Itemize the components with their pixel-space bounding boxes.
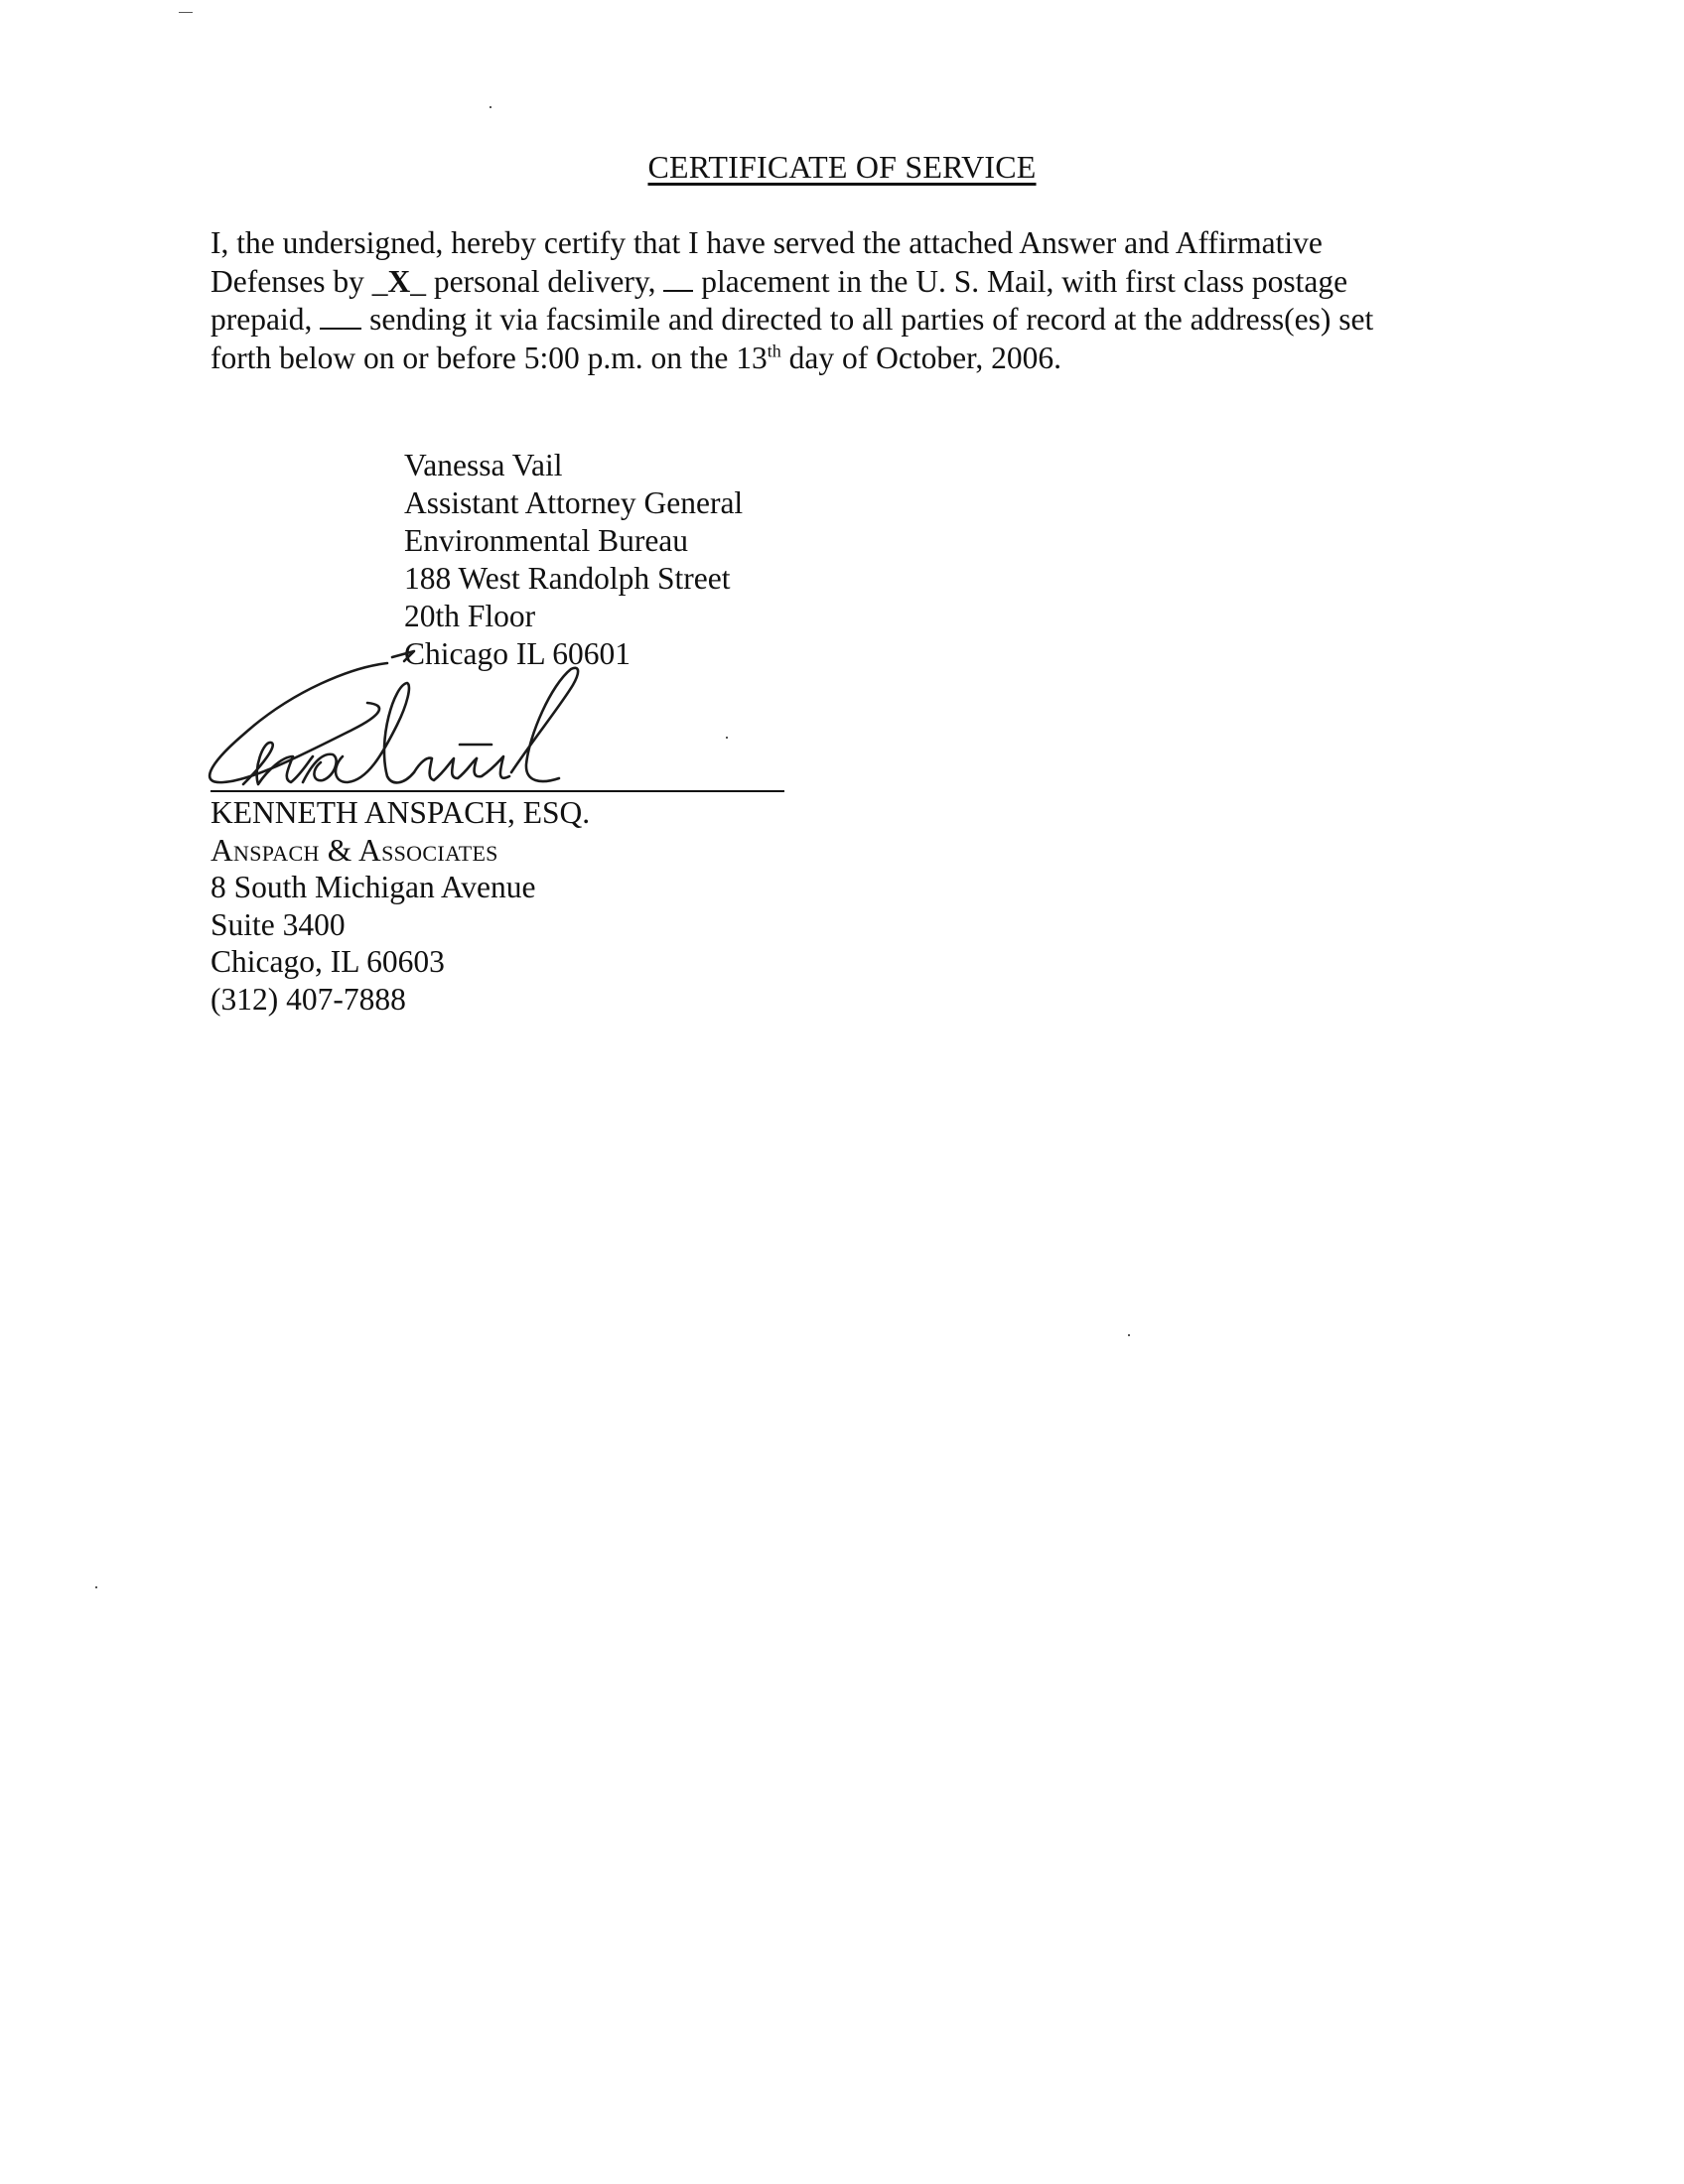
signer-phone: (312) 407-7888 — [210, 981, 406, 1017]
recipient-street: 188 West Randolph Street — [404, 561, 731, 596]
recipient-department: Environmental Bureau — [404, 523, 689, 558]
signer-suite: Suite 3400 — [210, 906, 346, 942]
signer-address-block — [210, 794, 590, 1018]
signer-firm: Anspach & Associates — [210, 832, 498, 868]
signer-name: KENNETH ANSPACH, ESQ. — [210, 795, 591, 830]
ordinal-suffix: th — [767, 341, 781, 360]
signer-street: 8 South Michigan Avenue — [210, 870, 536, 904]
recipient-address-block — [404, 447, 743, 673]
paragraph-text: _ personal delivery, — [410, 263, 664, 299]
scan-speck — [179, 12, 193, 13]
paragraph-text: placement in the U. S. Mail, with first class postage — [693, 263, 1348, 299]
paragraph-text: sending it via facsimile and directed to all parties of record at the address(es) set — [361, 302, 1374, 337]
paragraph-text: prepaid, — [210, 302, 321, 337]
paragraph-text: Defenses by _ — [210, 263, 388, 299]
delivery-method-mark: X — [387, 263, 411, 299]
paragraph-text: forth below on or before 5:00 p.m. on the 13 — [210, 340, 768, 375]
blank-line — [320, 302, 361, 330]
document-title: CERTIFICATE OF SERVICE — [647, 149, 1037, 185]
paragraph-line — [210, 263, 1462, 302]
handwritten-signature — [184, 645, 799, 804]
recipient-title: Assistant Attorney General — [404, 485, 744, 520]
certification-paragraph — [210, 224, 1462, 377]
paragraph-line — [210, 301, 1462, 340]
scan-speck — [95, 1586, 97, 1588]
paragraph-text: day of October, 2006. — [780, 340, 1061, 375]
scan-speck — [490, 106, 491, 108]
recipient-city: Chicago IL 60601 — [404, 636, 632, 671]
paragraph-line — [210, 224, 1462, 263]
recipient-name: Vanessa Vail — [404, 448, 563, 482]
paragraph-line — [210, 340, 1462, 378]
blank-line — [663, 264, 693, 292]
signature-line — [210, 790, 784, 792]
recipient-floor: 20th Floor — [404, 599, 536, 633]
signer-city: Chicago, IL 60603 — [210, 944, 445, 979]
scan-speck — [1128, 1334, 1130, 1336]
paragraph-text: I, the undersigned, hereby certify that I have served the attached Answer and Affirmative — [210, 225, 1323, 260]
